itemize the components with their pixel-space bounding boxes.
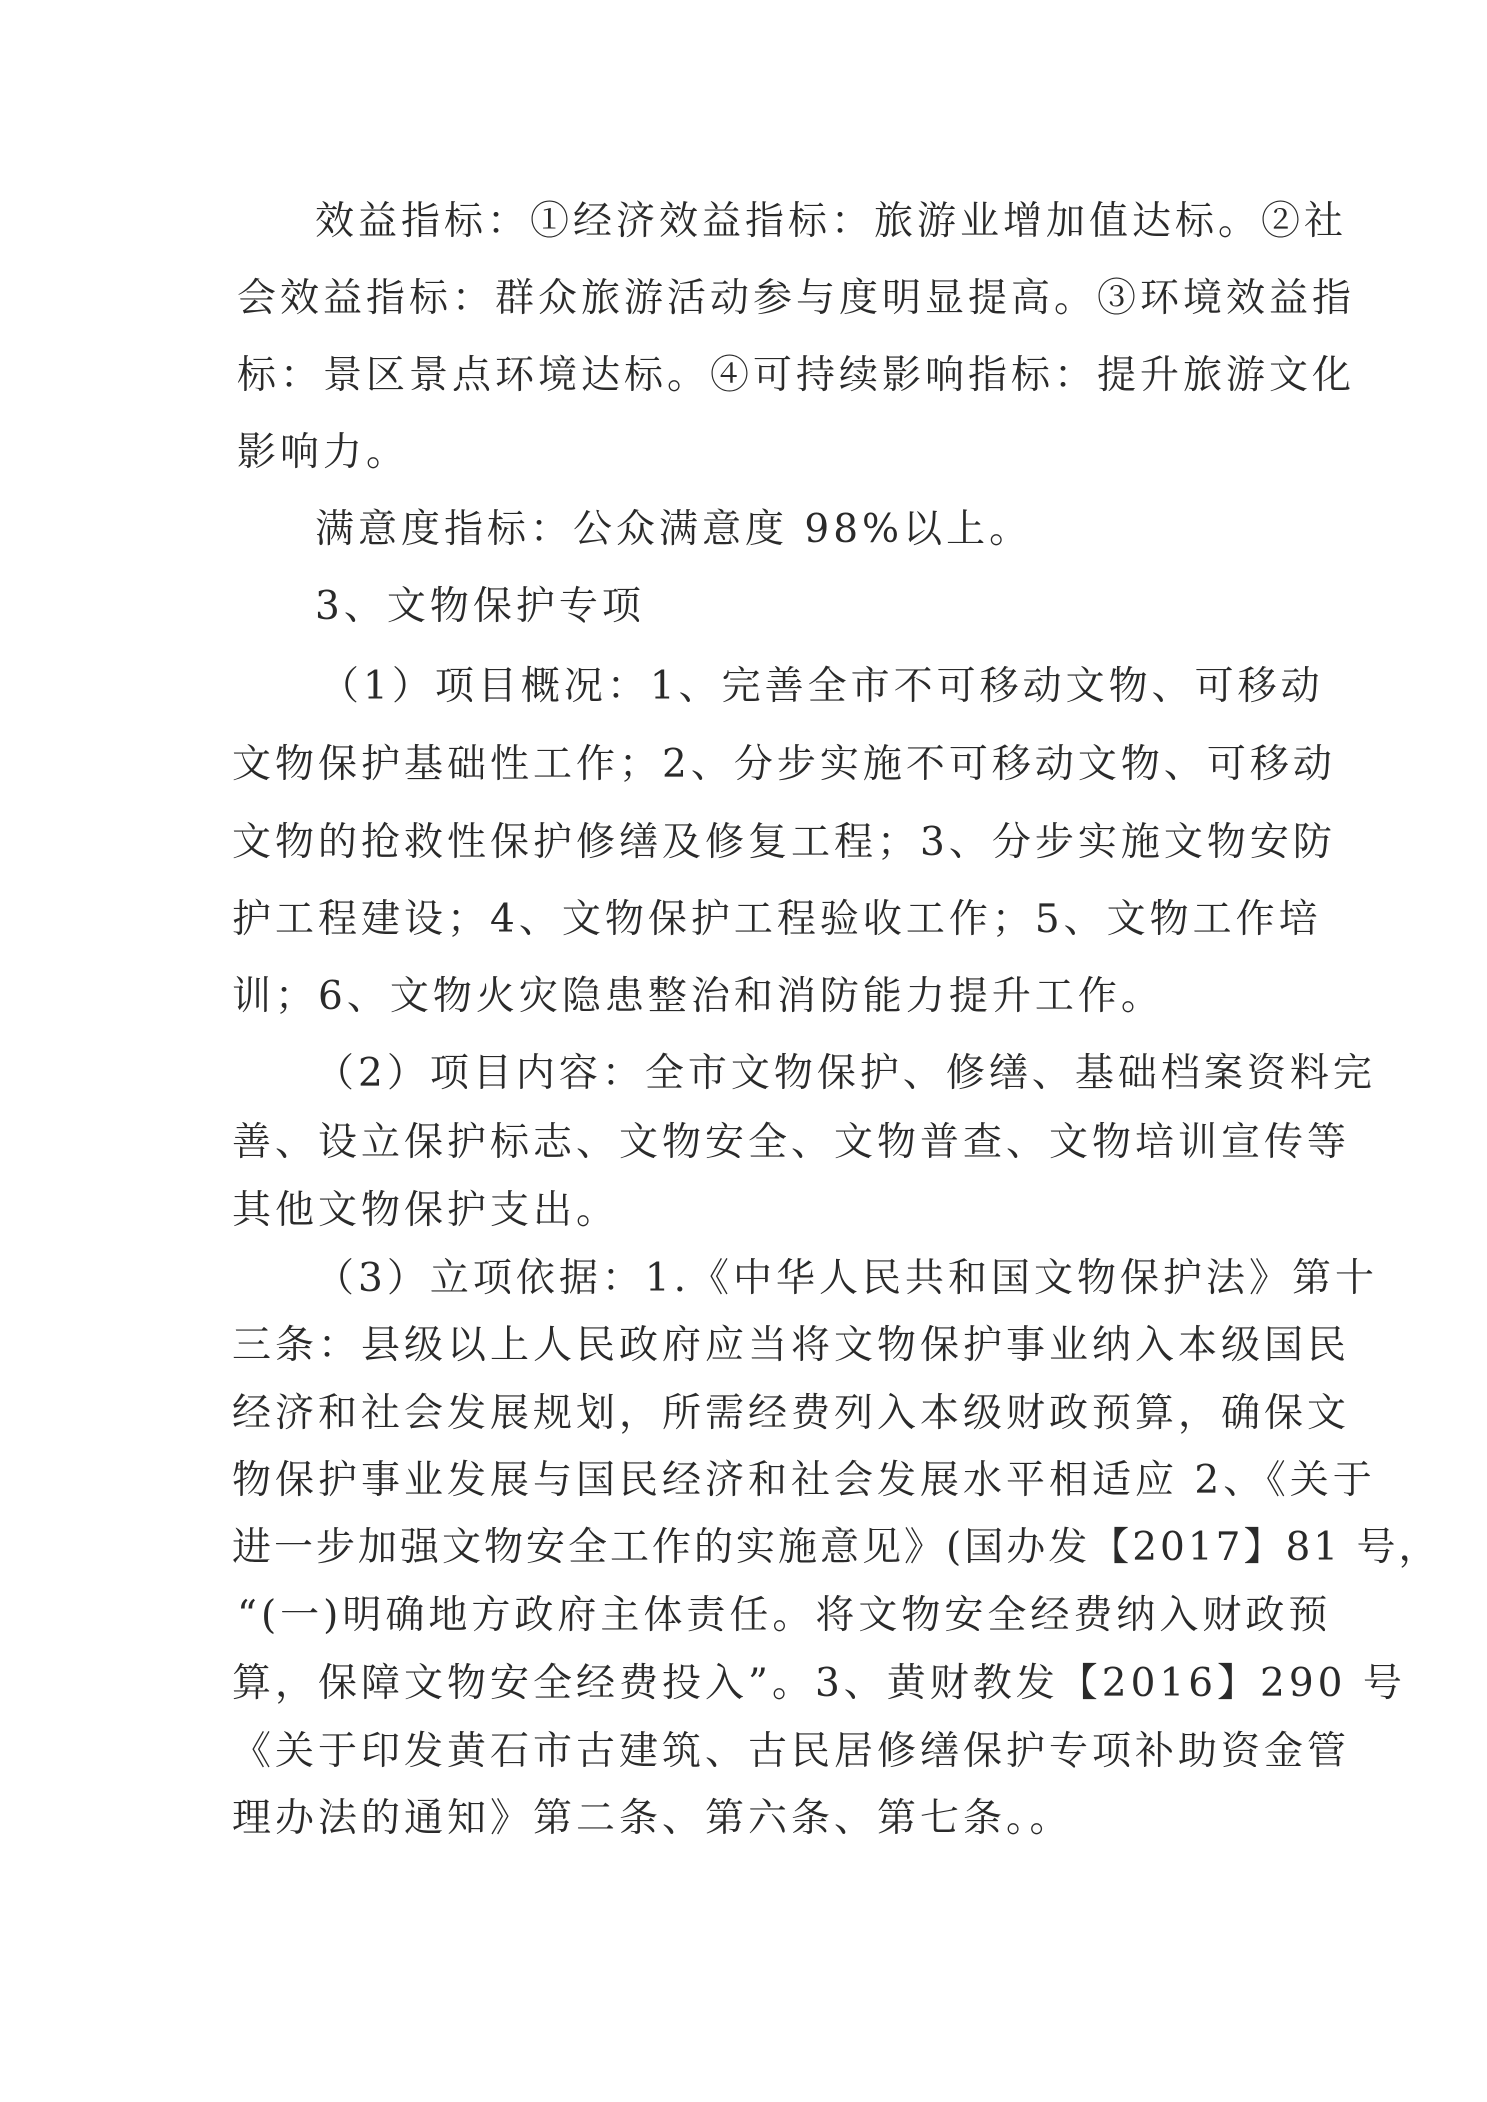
text-line: 训；6、文物火灾隐患整治和消防能力提升工作。 bbox=[232, 974, 1164, 1019]
text-line: 效益指标：①经济效益指标：旅游业增加值达标。②社 bbox=[315, 199, 1348, 244]
text-line: 进一步加强文物安全工作的实施意见》(国办发【2017】81 号， bbox=[232, 1525, 1441, 1570]
text-line: 影响力。 bbox=[237, 430, 410, 475]
text-line: 算，保障文物安全经费投入”。3、黄财教发【2016】290 号 bbox=[232, 1661, 1406, 1706]
text-line: （2）项目内容：全市文物保护、修缮、基础档案资料完 bbox=[315, 1051, 1376, 1096]
text-line: 文物的抢救性保护修缮及修复工程；3、分步实施文物安防 bbox=[232, 820, 1336, 865]
section-heading: 3、文物保护专项 bbox=[315, 584, 645, 629]
text-line: 会效益指标：群众旅游活动参与度明显提高。③环境效益指 bbox=[237, 276, 1356, 321]
text-line: 三条：县级以上人民政府应当将文物保护事业纳入本级国民 bbox=[232, 1323, 1351, 1368]
text-line: “(一)明确地方政府主体责任。将文物安全经费纳入财政预 bbox=[237, 1593, 1332, 1638]
text-line: 善、设立保护标志、文物安全、文物普查、文物培训宣传等 bbox=[232, 1120, 1351, 1165]
text-line: （3）立项依据：1.《中华人民共和国文物保护法》第十 bbox=[315, 1256, 1379, 1301]
text-line: 文物保护基础性工作；2、分步实施不可移动文物、可移动 bbox=[232, 742, 1336, 787]
text-line: 其他文物保护支出。 bbox=[232, 1188, 620, 1233]
text-line: 满意度指标：公众满意度 98%以上。 bbox=[315, 507, 1033, 552]
text-line: 护工程建设；4、文物保护工程验收工作；5、文物工作培 bbox=[232, 897, 1322, 942]
text-line: 标：景区景点环境达标。④可持续影响指标：提升旅游文化 bbox=[237, 353, 1356, 398]
text-line: 物保护事业发展与国民经济和社会发展水平相适应 2、《关于 bbox=[232, 1458, 1376, 1503]
text-line: （1）项目概况：1、完善全市不可移动文物、可移动 bbox=[320, 664, 1324, 709]
text-line: 经济和社会发展规划，所需经费列入本级财政预算，确保文 bbox=[232, 1391, 1351, 1436]
text-line: 《关于印发黄石市古建筑、古民居修缮保护专项补助资金管 bbox=[232, 1729, 1351, 1774]
text-line: 理办法的通知》第二条、第六条、第七条。。 bbox=[232, 1796, 1073, 1841]
